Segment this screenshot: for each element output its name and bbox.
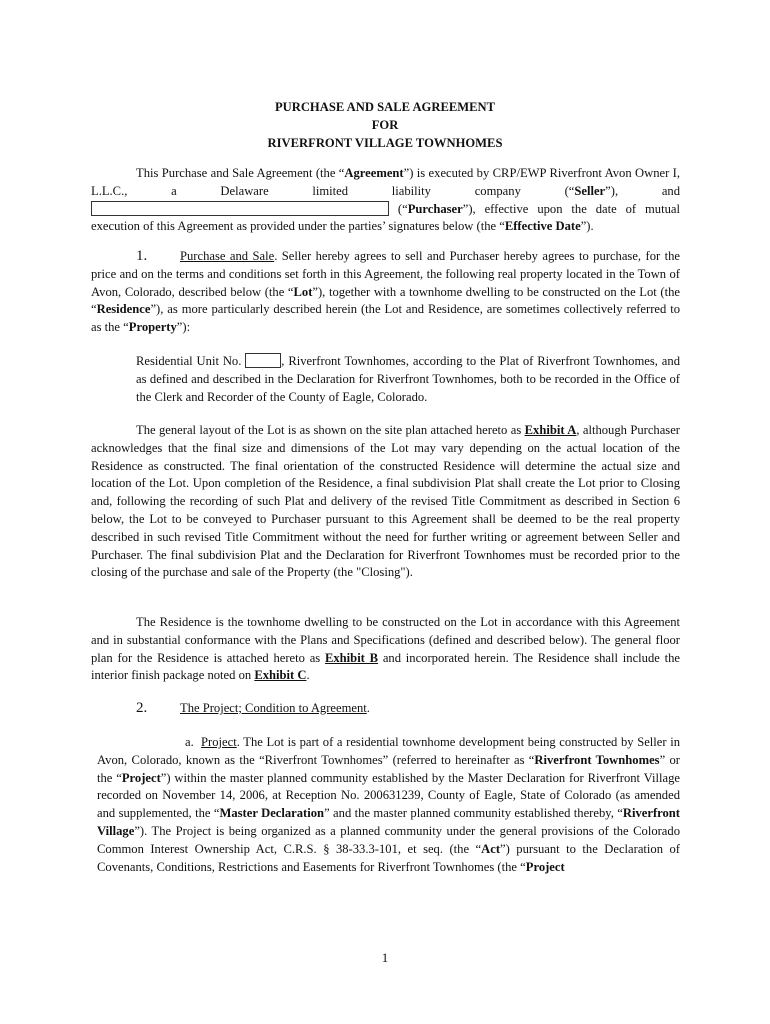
intro-paragraph: This Purchase and Sale Agreement (the “Agreement”) is executed by CRP/EWP Riverfront Avon Owner I, L.L.C., a Delaware limited liability company (“Seller”), and (“Purchaser”), effective upon the date of mutual execution of this Agreement as provided under the parties’ signatures below (the “Effective Date”). — [91, 166, 681, 234]
residential-unit-paragraph: Residential Unit No. , Riverfront Townhomes, according to the Plat of Riverfront Townhomes, and as defined and described in the Declaration for Riverfront Townhomes, both to be recorded in the Office of the Clerk and Recorder of the County of Eagle, Colorado. — [136, 354, 680, 404]
lot-layout-paragraph: The general layout of the Lot is as shown on the site plan attached hereto as Exhibit A, although Purchaser acknowledges that the final size and dimensions of the Lot may vary depending on the actual location of the Residence as constructed. The final orientation of the constructed Residence will determine the actual size and location of the Lot. Upon completion of the Residence, a final subdivision Plat shall create the Lot prior to Closing and, following the recording of such Plat and delivery of the revised Title Commitment as described in Section 6 below, the Lot to be conveyed to Purchaser pursuant to this Agreement shall be deemed to be the real property described in such revised Title Commitment without the need for further writing or agreement between Seller and Purchaser. The final subdivision Plat and the Declaration for Riverfront Townhomes must be recorded prior to the closing of the purchase and sale of the Property (the "Closing"). — [91, 423, 680, 580]
title-line-1: PURCHASE AND SALE AGREEMENT — [274, 100, 496, 114]
section-1-paragraph: 1. Purchase and Sale. Seller hereby agrees to sell and Purchaser hereby agrees to purchase, for the price and on the terms and conditions set forth in this Agreement, the following real property located in the Town of Avon, Colorado, described below (the “Lot”), together with a townhome dwelling to be constructed on the Lot (the “Residence”), as more particularly described herein (the Lot and Residence, are sometimes collectively referred to as the “Property”): — [91, 248, 680, 335]
exhibit-b-reference: Exhibit B — [324, 650, 379, 665]
section-1-heading: Purchase and Sale — [180, 249, 275, 263]
project-subheading: Project — [201, 735, 237, 749]
unit-number-field[interactable] — [245, 353, 281, 368]
section-2-number: 2. — [136, 700, 148, 716]
title-line-2: FOR — [371, 118, 399, 132]
exhibit-c-reference: Exhibit C — [254, 668, 307, 683]
residence-paragraph: The Residence is the townhome dwelling to be constructed on the Lot in accordance with this Agreement and in substantial conformance with the Plans and Specifications (defined and described below). The general floor plan for the Residence is attached hereto as Exhibit B and incorporated herein. The Residence shall include the interior finish package noted on Exhibit C. — [91, 615, 681, 683]
purchaser-name-field[interactable] — [91, 201, 389, 216]
section-2-heading: The Project; Condition to Agreement — [180, 701, 367, 715]
title-line-3: RIVERFRONT VILLAGE TOWNHOMES — [267, 136, 503, 150]
section-1-number: 1. — [136, 248, 148, 264]
exhibit-a-reference: Exhibit A — [524, 423, 577, 437]
section-2a-paragraph: a. Project. The Lot is part of a residential townhome development being constructed by Seller in Avon, Colorado, known as the “Riverfront Townhomes” (referred to hereinafter as “Riverfront Townhomes” or the “Project”) within the master planned community established by the Master Declaration for Riverfront Village recorded on November 14, 2006, at Reception No. 200631239, County of Eagle, State of Colorado (as amended and supplemented, the “Master Declaration” and the master planned community established thereby, “Riverfront Village”). The Project is being organized as a planned community under the general provisions of the Colorado Common Interest Ownership Act, C.R.S. § 38-33.3-101, et seq. (the “Act”) pursuant to the Declaration of Covenants, Conditions, Restrictions and Easements for Riverfront Townhomes (the “Project — [97, 735, 681, 874]
section-2-heading-line: 2. The Project; Condition to Agreement. — [136, 700, 370, 716]
page-number: 1 — [381, 950, 389, 965]
